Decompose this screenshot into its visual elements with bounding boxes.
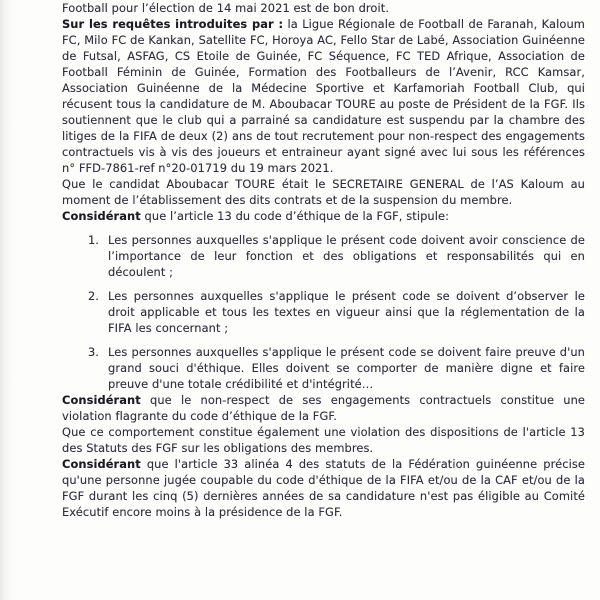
paragraph-text: que le non-respect de ses engagements contractuels constitue une violation flagrante du code d’éthique de la FGF. xyxy=(62,393,585,423)
paragraph-requetes xyxy=(62,16,585,176)
list-item xyxy=(88,232,585,280)
paragraph-text: que l’article 13 du code d’éthique de la FGF, stipule: xyxy=(140,209,450,223)
paragraph-considerant-article13 xyxy=(62,208,585,224)
list-item-number: 2. xyxy=(88,289,99,303)
paragraph-clipped-top xyxy=(62,0,585,16)
paragraph-comportement-violation xyxy=(62,424,585,456)
paragraph-considerant-nonrespect xyxy=(62,392,585,424)
paragraph-considerant-article33 xyxy=(62,456,585,520)
paragraph-text: Que le candidat Aboubacar TOURE était le SECRETAIRE GENERAL de l’AS Kaloum au moment de l’établissement des dits contrats et de la suspension du membre. xyxy=(62,177,585,207)
paragraph-text: Que ce comportement constitue également une violation des dispositions de l'article 13 des Statuts des FGF sur les obligations des membres. xyxy=(62,425,585,455)
paragraph-lead-bold: Considérant xyxy=(62,209,141,223)
paragraph-candidat-toure xyxy=(62,176,585,208)
list-item-text: Les personnes auxquelles s'applique le présent code se doivent faire preuve d'un grand souci d'éthique. Elles doivent se comporter de manière digne et faire preuve d'une totale crédibilité et d'intégrité… xyxy=(108,345,585,391)
list-item xyxy=(88,344,585,392)
paragraph-text: la Ligue Régionale de Football de Faranah, Kaloum FC, Milo FC de Kankan, Satellite FC, Horoya AC, Fello Star de Labé, Association Guinéenne de Futsal, ASFAG, CS Etoile de Guinée, FC Séquence, FC TED Afrique, Association de Football Féminin de Guinée, Formation des Footballeurs de l’Avenir, RCC Kamsar, Association Guinéenne de la Médecine Sportive et Karfamoriah Football Club, qui récusent tous la candidature de M. Aboubacar TOURE au poste de Président de la FGF. Ils soutiennent que le club qui a parrainé sa candidature est suspendu par la chambre des litiges de la FIFA de deux (2) ans de tout recrutement pour non-respect des engagements contractuels vis à vis des joueurs et entraineur ayant signé avec lui sous les références n° FFD-7861-ref n°20-01719 du 19 mars 2021. xyxy=(62,17,585,175)
list-item-text: Les personnes auxquelles s'applique le présent code doivent avoir conscience de l’importance de leur fonction et des obligations et responsabilités qui en découlent ; xyxy=(108,233,585,279)
paragraph-lead-bold: Considérant xyxy=(62,393,141,407)
document-text-column xyxy=(62,0,585,520)
ethics-code-list xyxy=(62,232,585,392)
paragraph-lead-bold: Considérant xyxy=(62,457,141,471)
paragraph-text: que l'article 33 alinéa 4 des statuts de la Fédération guinéenne précise qu'une personne jugée coupable du code d'éthique de la FIFA et/ou de la CAF et/ou de la FGF durant les cinq (5) dernières années de sa candidature n'est pas éligible au Comité Exécutif encore moins à la présidence de la FGF. xyxy=(62,457,585,519)
list-item xyxy=(88,288,585,336)
paragraph-text: Football pour l’élection de 14 mai 2021 est de bon droit. xyxy=(62,1,390,15)
paragraph-lead-bold: Sur les requêtes introduites par : xyxy=(62,17,284,31)
list-item-number: 3. xyxy=(88,345,99,359)
list-item-number: 1. xyxy=(88,233,99,247)
list-item-text: Les personnes auxquelles s'applique le présent code se doivent d’observer le droit applicable et tous les textes en vigueur ainsi que la réglementation de la FIFA les concernant ; xyxy=(108,289,585,335)
